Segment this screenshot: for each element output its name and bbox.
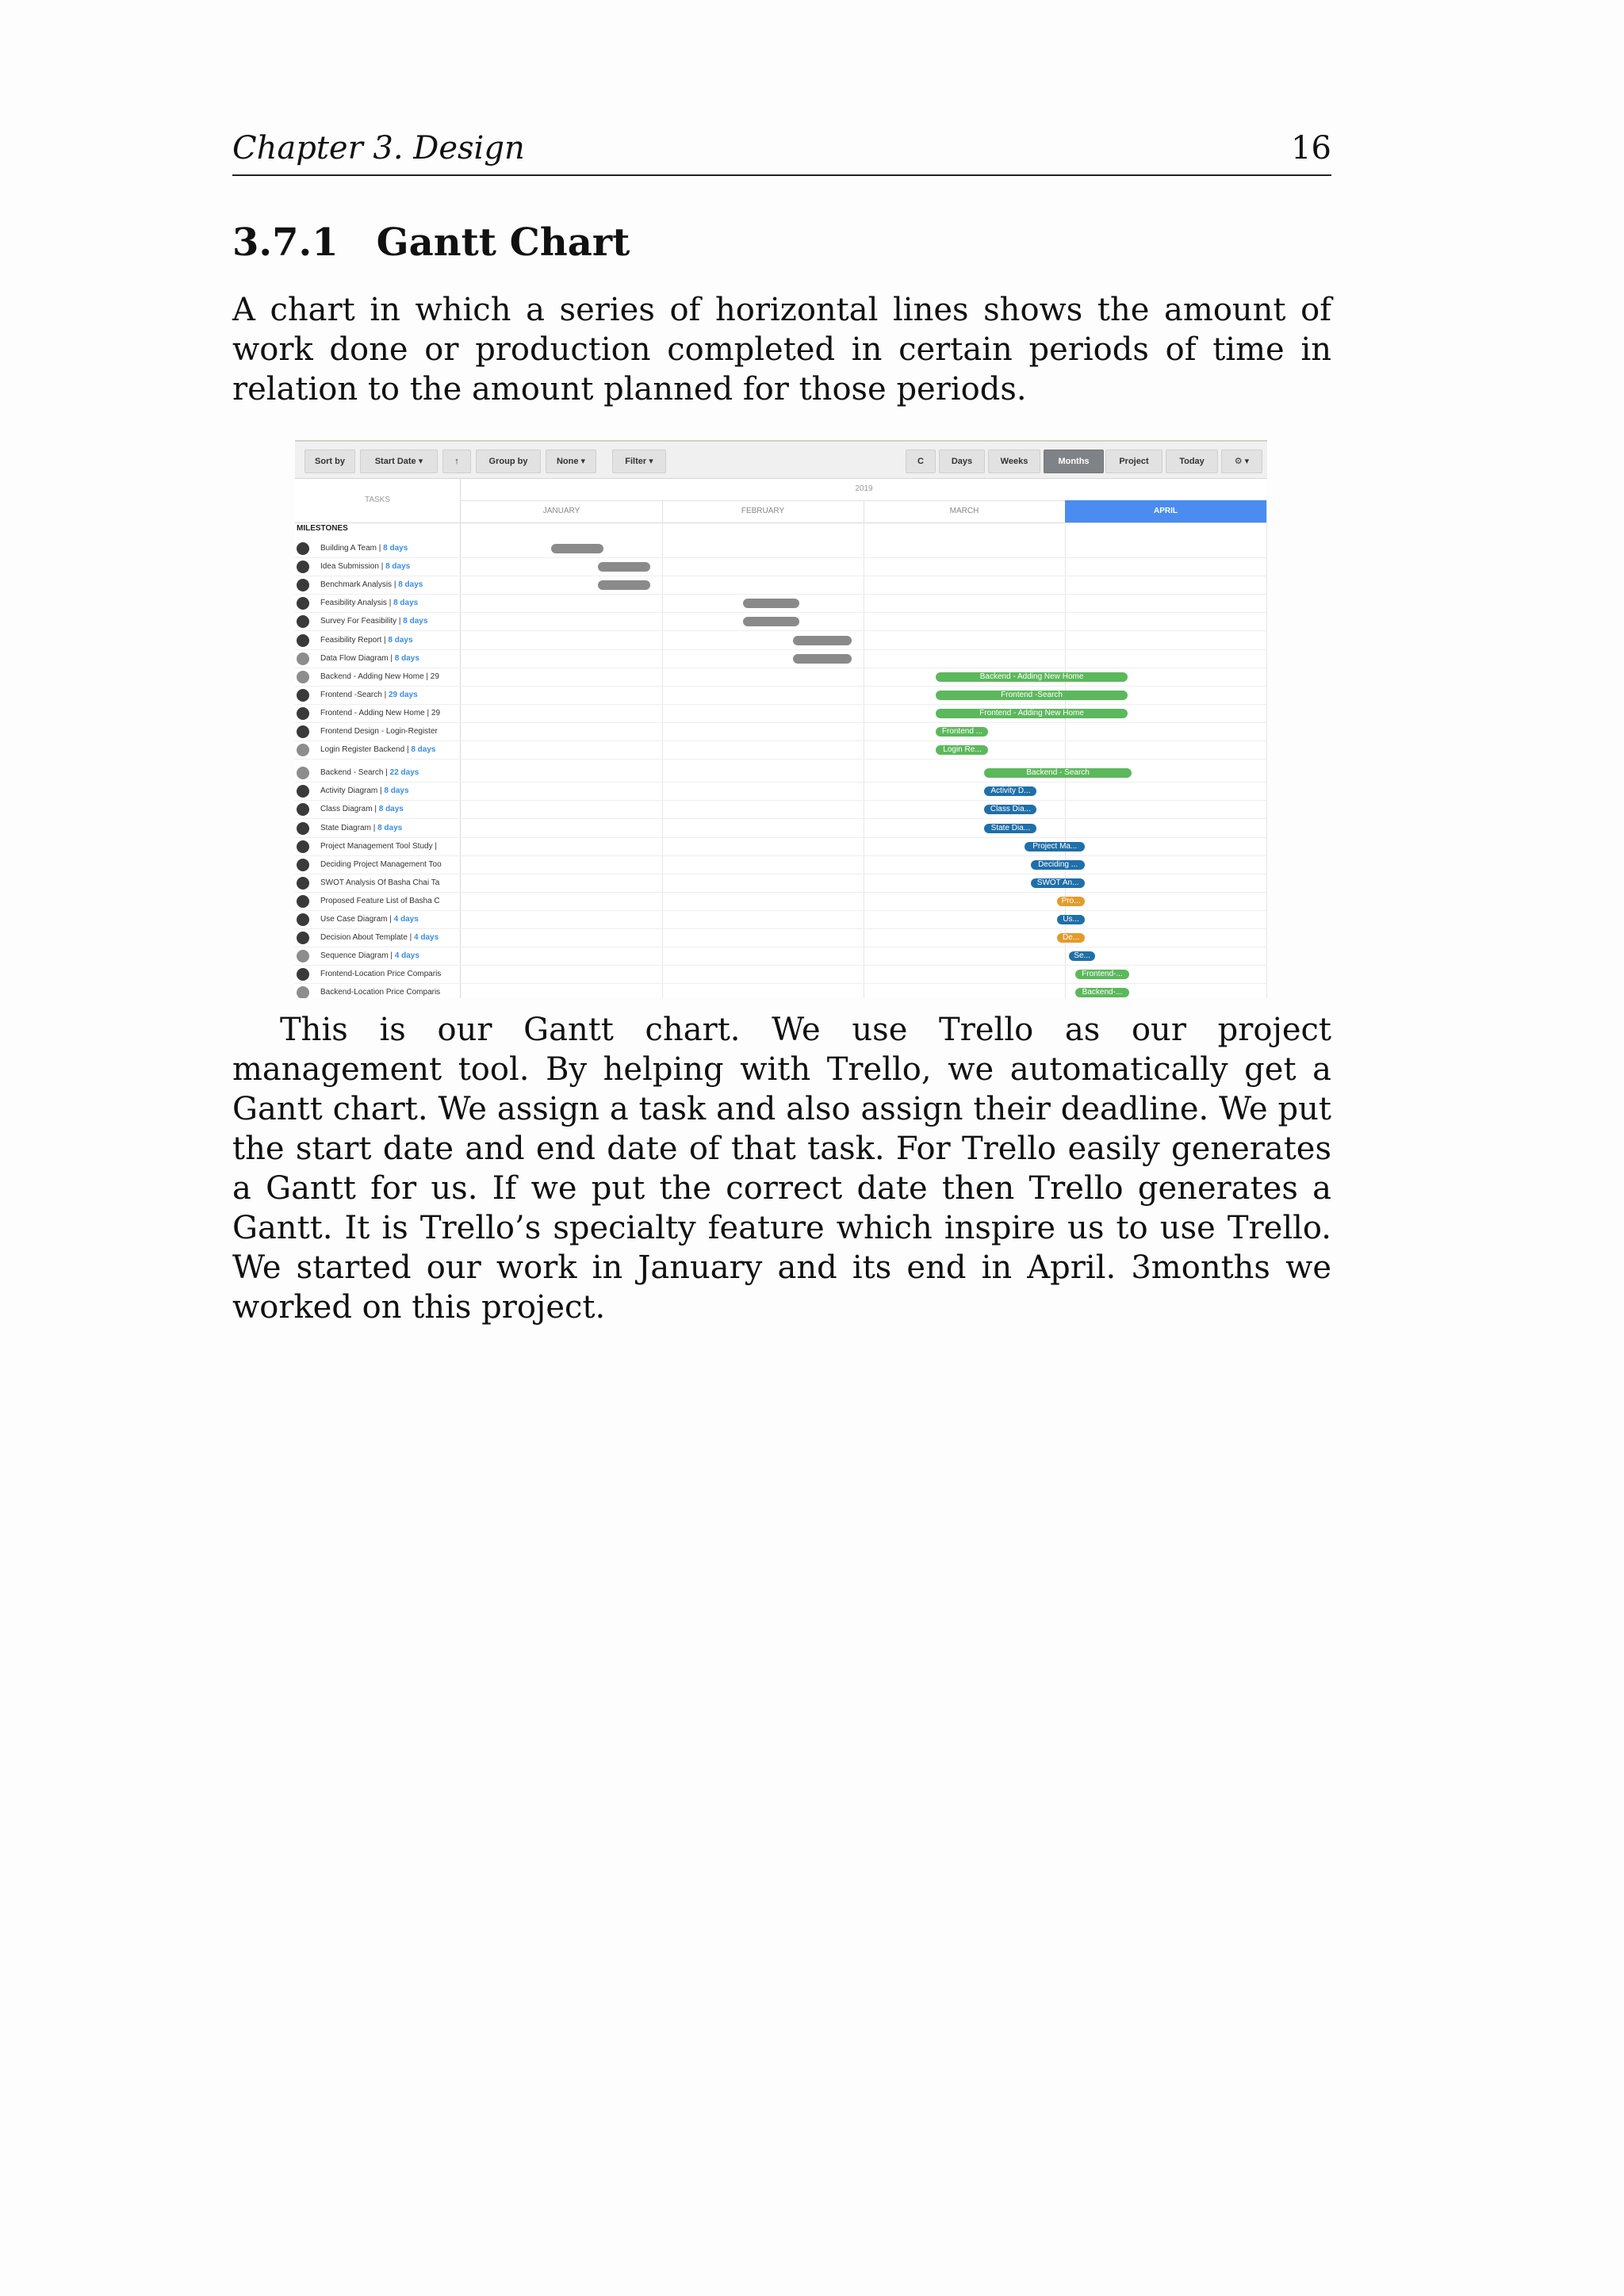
- gantt-task-row[interactable]: [295, 856, 1267, 874]
- avatar: [297, 542, 309, 555]
- gantt-task-row[interactable]: [295, 947, 1267, 966]
- avatar: [297, 950, 309, 962]
- month-march: MARCH: [864, 500, 1066, 523]
- gantt-task-row[interactable]: [295, 838, 1267, 856]
- gantt-task-row[interactable]: [295, 741, 1267, 760]
- task-label[interactable]: [297, 613, 460, 630]
- group-by-button[interactable]: Group by: [476, 450, 541, 473]
- refresh-icon[interactable]: C: [906, 450, 936, 473]
- avatar: [297, 822, 309, 835]
- filter-dropdown[interactable]: Filter ▾: [612, 450, 666, 473]
- avatar: [297, 986, 309, 998]
- task-label[interactable]: [297, 632, 460, 649]
- task-title: Deciding Project Management Too: [320, 859, 442, 869]
- task-label[interactable]: [297, 705, 460, 722]
- gear-icon[interactable]: ⚙ ▾: [1221, 450, 1262, 473]
- gantt-task-row[interactable]: [295, 576, 1267, 595]
- gantt-bar[interactable]: State Dia...: [984, 824, 1036, 833]
- gantt-task-row[interactable]: [295, 632, 1267, 650]
- section-title: Gantt Chart: [376, 220, 630, 265]
- days-view-button[interactable]: Days: [939, 450, 985, 473]
- task-duration: 29 days: [388, 690, 418, 699]
- task-title: Backend - Adding New Home | 29: [320, 672, 439, 681]
- task-title: Feasibility Report |: [320, 635, 389, 645]
- task-duration: 8 days: [377, 823, 403, 832]
- gantt-bar[interactable]: [598, 562, 650, 572]
- task-label[interactable]: [297, 911, 460, 928]
- task-label[interactable]: [297, 820, 460, 837]
- task-title: Frontend - Adding New Home | 29: [320, 708, 441, 718]
- task-label[interactable]: [297, 801, 460, 818]
- gantt-task-row[interactable]: [295, 911, 1267, 929]
- task-name: [320, 705, 440, 722]
- gantt-task-row[interactable]: [295, 613, 1267, 631]
- gantt-bar[interactable]: SWOT An...: [1031, 878, 1086, 888]
- chapter-title: Chapter 3. Design: [232, 130, 525, 166]
- task-name: [320, 984, 440, 998]
- task-duration: 8 days: [388, 635, 413, 645]
- gantt-screenshot: [295, 440, 1267, 998]
- task-name: [320, 911, 419, 928]
- intro-paragraph: A chart in which a series of horizontal lines shows the amount of work done or production completed in certain periods of time in relation to the amount planned for those periods.: [232, 292, 1331, 408]
- task-duration: 8 days: [398, 580, 423, 590]
- gantt-task-row[interactable]: [295, 558, 1267, 576]
- gantt-bar[interactable]: Us...: [1057, 915, 1086, 924]
- task-duration: 8 days: [378, 805, 404, 814]
- task-title: Benchmark Analysis |: [320, 580, 399, 590]
- gantt-task-row[interactable]: [295, 650, 1267, 668]
- avatar: [297, 597, 309, 610]
- running-head: [232, 130, 1331, 176]
- project-view-button[interactable]: Project: [1105, 450, 1162, 473]
- avatar: [297, 707, 309, 720]
- task-name: [320, 668, 439, 686]
- gantt-task-row[interactable]: [295, 966, 1267, 984]
- task-title: State Diagram |: [320, 823, 378, 832]
- task-name: [320, 801, 404, 818]
- task-label[interactable]: [297, 893, 460, 910]
- task-name: [320, 576, 423, 594]
- avatar: [297, 725, 309, 738]
- task-name: [320, 838, 437, 855]
- gantt-bar[interactable]: De...: [1057, 933, 1086, 943]
- task-name: [320, 764, 419, 782]
- gantt-bar[interactable]: Frontend -Search: [936, 691, 1127, 700]
- avatar: [297, 968, 309, 981]
- task-title: Frontend-Location Price Comparis: [320, 970, 442, 979]
- task-title: Decision About Template |: [320, 933, 415, 943]
- gantt-bar[interactable]: Login Re...: [936, 745, 988, 755]
- task-title: SWOT Analysis Of Basha Chai Ta: [320, 878, 440, 887]
- task-duration: 4 days: [393, 915, 419, 924]
- task-name: [320, 558, 410, 576]
- group-none-dropdown[interactable]: None ▾: [546, 450, 596, 473]
- task-label[interactable]: [297, 764, 460, 782]
- gantt-bar[interactable]: [743, 599, 799, 608]
- weeks-view-button[interactable]: Weeks: [988, 450, 1040, 473]
- gantt-bar[interactable]: Se...: [1069, 951, 1095, 961]
- gantt-bar[interactable]: Backend - Search: [984, 768, 1131, 778]
- task-label[interactable]: [297, 668, 460, 686]
- task-title: Sequence Diagram |: [320, 951, 395, 961]
- task-label[interactable]: [297, 687, 460, 704]
- avatar: [297, 895, 309, 908]
- avatar: [297, 561, 309, 573]
- today-button[interactable]: Today: [1166, 450, 1218, 473]
- task-label[interactable]: [297, 783, 460, 800]
- task-duration: 8 days: [393, 599, 419, 608]
- task-name: [320, 687, 418, 704]
- task-name: [320, 820, 402, 837]
- task-title: Frontend -Search |: [320, 690, 389, 699]
- avatar: [297, 744, 309, 756]
- task-title: Idea Submission |: [320, 562, 386, 572]
- task-title: Class Diagram |: [320, 805, 379, 814]
- task-label[interactable]: [297, 984, 460, 998]
- gantt-task-row[interactable]: [295, 764, 1267, 783]
- avatar: [297, 689, 309, 702]
- avatar: [297, 634, 309, 647]
- task-duration: 4 days: [414, 933, 439, 943]
- avatar: [297, 615, 309, 628]
- sort-by-button[interactable]: Sort by: [304, 450, 355, 473]
- task-label[interactable]: [297, 576, 460, 594]
- task-label[interactable]: [297, 723, 460, 740]
- task-name: [320, 874, 439, 892]
- avatar: [297, 803, 309, 816]
- task-title: Login Register Backend |: [320, 745, 412, 755]
- avatar: [297, 671, 309, 683]
- avatar: [297, 767, 309, 779]
- task-title: Backend - Search |: [320, 768, 390, 778]
- task-duration: 8 days: [383, 544, 408, 553]
- task-title: Use Case Diagram |: [320, 915, 394, 924]
- gantt-task-row[interactable]: [295, 668, 1267, 687]
- gantt-task-row[interactable]: [295, 929, 1267, 947]
- gantt-task-row[interactable]: [295, 783, 1267, 801]
- task-title: Activity Diagram |: [320, 786, 385, 796]
- task-duration: 8 days: [385, 562, 411, 572]
- task-label[interactable]: [297, 874, 460, 892]
- gantt-task-row[interactable]: [295, 705, 1267, 723]
- task-title: Frontend Design - Login-Register: [320, 727, 438, 736]
- gantt-task-row[interactable]: [295, 893, 1267, 911]
- gantt-bar[interactable]: Frontend-...: [1075, 970, 1130, 979]
- task-label[interactable]: [297, 558, 460, 576]
- gantt-task-row[interactable]: [295, 801, 1267, 819]
- gantt-bar[interactable]: Pro...: [1057, 897, 1086, 906]
- gantt-bar[interactable]: [793, 654, 852, 664]
- avatar: [297, 913, 309, 926]
- task-name: [320, 893, 440, 910]
- task-label[interactable]: [297, 947, 460, 965]
- task-name: [320, 723, 438, 740]
- month-february: FEBRUARY: [662, 500, 864, 523]
- gantt-bar[interactable]: [551, 544, 603, 553]
- task-name: [320, 783, 409, 800]
- task-title: Proposed Feature List of Basha C: [320, 896, 440, 905]
- months-view-button[interactable]: Months: [1044, 450, 1104, 473]
- avatar: [297, 877, 309, 890]
- task-name: [320, 613, 427, 630]
- page-number: 16: [1291, 130, 1331, 166]
- gantt-bar[interactable]: [793, 636, 852, 645]
- task-label[interactable]: [297, 838, 460, 855]
- task-duration: 8 days: [384, 786, 409, 796]
- avatar: [297, 859, 309, 871]
- sort-direction-icon[interactable]: ↑: [442, 450, 471, 473]
- task-duration: 8 days: [394, 653, 419, 663]
- task-label[interactable]: [297, 966, 460, 983]
- task-title: Survey For Feasibility |: [320, 617, 404, 626]
- gantt-bar[interactable]: Frontend ...: [936, 727, 988, 737]
- gantt-bar[interactable]: Backend-...: [1075, 988, 1130, 997]
- task-label[interactable]: [297, 741, 460, 759]
- gantt-task-row[interactable]: [295, 874, 1267, 893]
- avatar: [297, 652, 309, 665]
- start-date-dropdown[interactable]: Start Date ▾: [360, 450, 438, 473]
- task-duration: 8 days: [411, 745, 436, 755]
- month-january: JANUARY: [461, 500, 663, 523]
- task-name: [320, 650, 419, 668]
- task-title: Backend-Location Price Comparis: [320, 988, 441, 997]
- gantt-task-row[interactable]: [295, 595, 1267, 613]
- task-name: [320, 947, 419, 965]
- gantt-bar[interactable]: Backend - Adding New Home: [936, 672, 1127, 682]
- gantt-bar[interactable]: Project Ma...: [1025, 842, 1085, 851]
- task-label[interactable]: [297, 595, 460, 612]
- gantt-bar[interactable]: Deciding ...: [1031, 860, 1086, 870]
- gantt-task-row[interactable]: [295, 723, 1267, 741]
- gantt-bar[interactable]: Frontend - Adding New Home: [936, 709, 1127, 718]
- gantt-task-row[interactable]: [295, 984, 1267, 998]
- tasks-column-header: TASKS: [295, 478, 461, 523]
- avatar: [297, 579, 309, 591]
- task-duration: 8 days: [403, 617, 428, 626]
- task-name: [320, 632, 413, 649]
- gantt-bar[interactable]: [743, 617, 799, 626]
- body-paragraph: This is our Gantt chart. We use Trello as our project management tool. By helping with Trello, we automatically get a Gantt chart. We assign a task and also assign their deadline. We put the start date and end date of that task. For Trello easily generates a Gantt for us. If we put the correct date then Trello generates a Gantt. It is Trello’s specialty feature which inspire us to use Trello. We started our work in January and its end in April. 3months we worked on this project.: [232, 1012, 1331, 1326]
- gantt-bar[interactable]: Activity D...: [984, 786, 1036, 796]
- year-label: 2019: [461, 478, 1267, 501]
- task-name: [320, 929, 439, 947]
- avatar: [297, 840, 309, 853]
- gantt-task-row[interactable]: [295, 820, 1267, 838]
- milestones-label: MILESTONES: [297, 524, 348, 533]
- task-name: [320, 741, 435, 759]
- gantt-toolbar: [295, 442, 1267, 479]
- section-number: 3.7.1: [232, 220, 339, 265]
- task-name: [320, 966, 441, 983]
- task-name: [320, 540, 408, 557]
- task-label[interactable]: [297, 856, 460, 874]
- avatar: [297, 785, 309, 798]
- task-name: [320, 595, 418, 612]
- gantt-task-row[interactable]: [295, 687, 1267, 705]
- avatar: [297, 932, 309, 944]
- task-duration: 4 days: [394, 951, 419, 961]
- task-title: Building A Team |: [320, 544, 384, 553]
- task-label[interactable]: [297, 540, 460, 557]
- gantt-bar[interactable]: Class Dia...: [984, 805, 1036, 814]
- task-label[interactable]: [297, 929, 460, 947]
- gantt-task-row[interactable]: [295, 540, 1267, 558]
- task-title: Feasibility Analysis |: [320, 599, 394, 608]
- task-label[interactable]: [297, 650, 460, 668]
- month-april: APRIL: [1065, 500, 1267, 523]
- section-heading: [232, 220, 630, 265]
- task-name: [320, 856, 442, 874]
- task-duration: 22 days: [389, 768, 419, 778]
- gantt-bar[interactable]: [598, 580, 650, 590]
- task-title: Data Flow Diagram |: [320, 653, 395, 663]
- task-title: Project Management Tool Study |: [320, 841, 437, 851]
